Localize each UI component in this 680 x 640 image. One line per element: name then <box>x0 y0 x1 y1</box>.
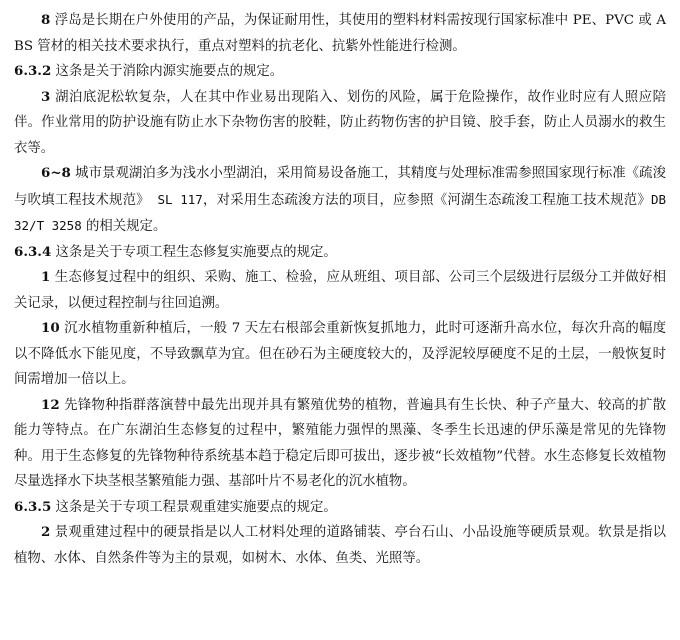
standard-code-sl117: SL 117 <box>149 191 203 207</box>
section-heading-6-3-5 <box>14 495 666 521</box>
clause-text: ，对采用生态疏浚方法的项目，应参照《河湖生态疏浚工程施工技术规范》 <box>202 192 651 208</box>
standard-code-db32: DB 32/T 3258 <box>14 191 667 233</box>
section-number: 6.3.4 <box>14 243 52 260</box>
clause-number: 12 <box>41 396 60 413</box>
paragraph-3-sediment <box>14 85 666 162</box>
section-number: 6.3.2 <box>14 63 52 79</box>
section-title: 这条是关于消除内源实施要点的规定。 <box>51 64 284 79</box>
paragraph-6-8-dredging <box>14 161 666 240</box>
paragraph-1-ecological-restoration <box>14 265 666 316</box>
clause-text: 沉水植物重新种植后，一般 7 天左右根部会重新恢复抓地力，此时可逐渐升高水位，每次升高的幅度以不降低水下能见度，不导致飘草为宜。但在砂石为主硬度较大的，及浮泥较厚硬度不足的土层，一般恢复时间需增加一倍以上。 <box>14 321 666 387</box>
clause-text: 城市景观湖泊多为浅水小型湖泊，采用简易设备施工，其精度与处理标准需参照国家现行标准《疏浚与吹填工程技术规范》 <box>14 166 666 208</box>
paragraph-10-submerged-plants <box>14 316 666 393</box>
section-title: 这条是关于专项工程生态修复实施要点的规定。 <box>51 244 337 260</box>
clause-number: 2 <box>41 524 51 540</box>
clause-text: 的相关规定。 <box>81 219 167 234</box>
clause-number: 3 <box>41 88 51 105</box>
section-title: 这条是关于专项工程景观重建实施要点的规定。 <box>51 499 337 515</box>
clause-text: 景观重建过程中的硬景指是以人工材料处理的道路铺装、亭台石山、小品设施等硬质景观。软景是指以植物、水体、自然条件等为主的景观，如树木、水体、鱼类、光照等。 <box>14 525 666 566</box>
clause-number: 6~8 <box>41 165 71 181</box>
section-heading-6-3-2 <box>14 59 666 85</box>
clause-text: 浮岛是长期在户外使用的产品，为保证耐用性，其使用的塑料材料需按现行国家标准中 PE、PVC 或 ABS 管材的相关技术要求执行，重点对塑料的抗老化、抗紫外性能进行检测。 <box>14 13 666 54</box>
paragraph-8-floating-island <box>14 8 666 59</box>
clause-number: 8 <box>41 12 51 28</box>
clause-number: 10 <box>41 320 60 336</box>
section-number: 6.3.5 <box>14 498 52 515</box>
clause-text: 湖泊底泥松软复杂，人在其中作业易出现陷入、划伤的风险，属于危险操作，故作业时应有人照应陪伴。作业常用的防护设施有防止水下杂物伤害的胶鞋，防止药物伤害的护目镜、胶手套，防止人员溺水的救生衣等。 <box>14 89 666 156</box>
clause-number: 1 <box>41 269 51 285</box>
paragraph-2-landscape <box>14 520 666 571</box>
section-heading-6-3-4 <box>14 240 666 266</box>
clause-text: 先锋物种指群落演替中最先出现并具有繁殖优势的植物，普遍具有生长快、种子产量大、较高的扩散能力等特点。在广东湖泊生态修复的过程中，繁殖能力强悍的黑藻、冬季生长迅速的伊乐藻是常见的先锋物种。用于生态修复的先锋物种待系统基本趋于稳定后即可拔出，逐步被“长效植物”代替。水生态修复长效植物尽量选择水下块茎根茎繁殖能力强、基部叶片不易老化的沉水植物。 <box>14 397 666 489</box>
clause-text: 生态修复过程中的组织、采购、施工、检验，应从班组、项目部、公司三个层级进行层级分工并做好相关记录，以便过程控制与往回追溯。 <box>14 270 666 311</box>
paragraph-12-pioneer-species <box>14 393 666 495</box>
